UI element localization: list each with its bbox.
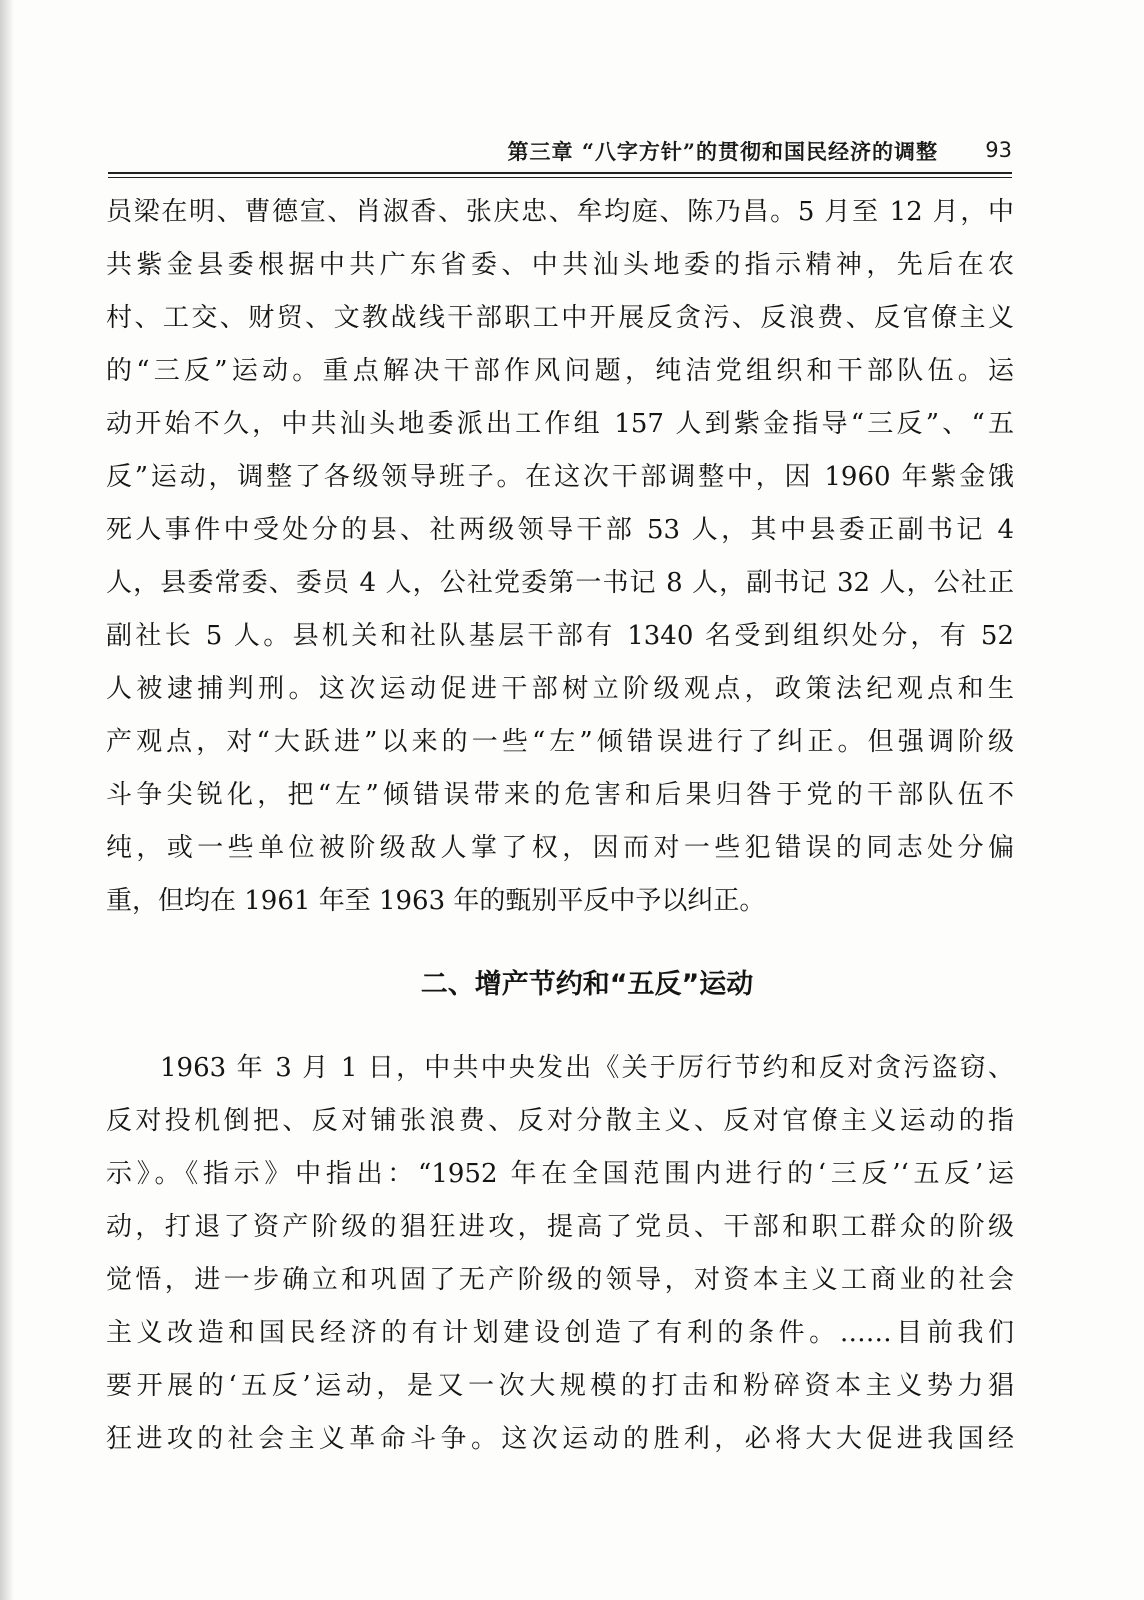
text-line: 人被逮捕判刑。这次运动促进干部树立阶级观点，政策法纪观点和生 bbox=[106, 674, 1014, 704]
page-header bbox=[108, 136, 1012, 170]
text-line: 死人事件中受处分的县、社两级领导干部 53 人，其中县委正副书记 4 bbox=[106, 515, 1014, 545]
text-line: 反”运动，调整了各级领导班子。在这次干部调整中，因 1960 年紫金饿 bbox=[106, 462, 1014, 492]
scan-edge-shadow bbox=[0, 0, 14, 1600]
text-line: 重，但均在 1961 年至 1963 年的甄别平反中予以纠正。 bbox=[106, 886, 766, 916]
text-line: 产观点，对“大跃进”以来的一些“左”倾错误进行了纠正。但强调阶级 bbox=[106, 727, 1014, 757]
text-line: 副社长 5 人。县机关和社队基层干部有 1340 名受到组织处分，有 52 bbox=[106, 621, 1014, 651]
text-line: 纯，或一些单位被阶级敌人掌了权，因而对一些犯错误的同志处分偏 bbox=[106, 833, 1014, 863]
section-heading: 二、增产节约和“五反”运动 bbox=[420, 969, 754, 1000]
text-line: 的“三反”运动。重点解决干部作风问题，纯洁党组织和干部队伍。运 bbox=[106, 356, 1014, 386]
text-line: 村、工交、财贸、文教战线干部职工中开展反贪污、反浪费、反官僚主义 bbox=[106, 303, 1014, 333]
text-line: 斗争尖锐化，把“左”倾错误带来的危害和后果归咎于党的干部队伍不 bbox=[106, 780, 1014, 810]
text-line: 1963 年 3 月 1 日，中共中央发出《关于厉行节约和反对贪污盗窃、 bbox=[160, 1053, 1014, 1083]
text-line: 反对投机倒把、反对铺张浪费、反对分散主义、反对官僚主义运动的指 bbox=[106, 1106, 1014, 1136]
paragraph-2 bbox=[106, 1042, 1014, 1466]
page-number: 93 bbox=[985, 138, 1012, 162]
text-line: 员梁在明、曹德宣、肖淑香、张庆忠、牟均庭、陈乃昌。5 月至 12 月，中 bbox=[106, 197, 1014, 227]
text-line: 示》。《指示》中指出：“1952 年在全国范围内进行的‘三反’‘五反’运 bbox=[106, 1159, 1014, 1189]
text-line: 动开始不久，中共汕头地委派出工作组 157 人到紫金指导“三反”、“五 bbox=[106, 409, 1014, 439]
text-line: 狂进攻的社会主义革命斗争。这次运动的胜利，必将大大促进我国经 bbox=[106, 1424, 1014, 1454]
text-line: 人，县委常委、委员 4 人，公社党委第一书记 8 人，副书记 32 人，公社正 bbox=[106, 568, 1014, 598]
text-line: 要开展的‘五反’运动，是又一次大规模的打击和粉碎资本主义势力猖 bbox=[106, 1371, 1014, 1401]
paragraph-1 bbox=[106, 186, 1014, 928]
running-head: 第三章 “八字方针”的贯彻和国民经济的调整 bbox=[507, 139, 938, 164]
text-line: 觉悟，进一步确立和巩固了无产阶级的领导，对资本主义工商业的社会 bbox=[106, 1265, 1014, 1295]
text-line: 共紫金县委根据中共广东省委、中共汕头地委的指示精神，先后在农 bbox=[106, 250, 1014, 280]
text-line: 动，打退了资产阶级的猖狂进攻，提高了党员、干部和职工群众的阶级 bbox=[106, 1212, 1014, 1242]
text-line: 主义改造和国民经济的有计划建设创造了有利的条件。……目前我们 bbox=[106, 1318, 1014, 1348]
header-rule-thin bbox=[108, 177, 1012, 178]
header-rule-thick bbox=[108, 172, 1012, 174]
